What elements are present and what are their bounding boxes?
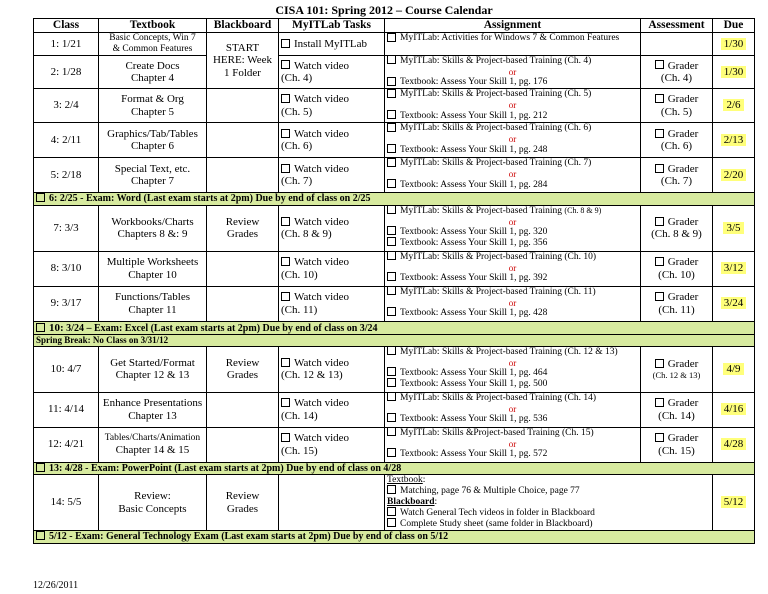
header-row <box>34 19 755 33</box>
checkbox-icon[interactable] <box>281 129 290 138</box>
checkbox-icon[interactable] <box>387 123 396 132</box>
assessment-cell: Grader (Ch. 15) <box>641 427 713 462</box>
assessment-cell: Grader (Ch. 12 & 13) <box>641 346 713 392</box>
assignment-cell: MyITLab: Skills & Project-based Training (Ch. 8 & 9) or Textbook: Assess Your Skill 1, pg. 320 Textbook: Assess Your Skill 1, pg. 356 <box>385 205 641 251</box>
textbook-cell: Graphics/Tab/Tables Chapter 6 <box>99 123 207 158</box>
blackboard-cell <box>207 251 279 286</box>
checkbox-icon[interactable] <box>281 164 290 173</box>
assessment-cell: Grader (Ch. 7) <box>641 158 713 193</box>
checkbox-icon[interactable] <box>655 217 664 226</box>
assessment-cell <box>641 33 713 56</box>
class-cell: 10: 4/7 <box>34 346 99 392</box>
checkbox-icon[interactable] <box>36 463 45 472</box>
myitlab-cell: Watch video (Ch. 12 & 13) <box>279 346 385 392</box>
blackboard-cell <box>207 427 279 462</box>
table-row <box>34 251 755 286</box>
exam-band: 10: 3/24 – Exam: Excel (Last exam starts at 2pm) Due by end of class on 3/24 <box>34 321 755 335</box>
table-row <box>34 475 755 531</box>
page-title: CISA 101: Spring 2012 – Course Calendar <box>275 3 493 17</box>
checkbox-icon[interactable] <box>655 359 664 368</box>
header-assessment: Assessment <box>641 19 713 33</box>
checkbox-icon[interactable] <box>655 292 664 301</box>
textbook-cell: Review: Basic Concepts <box>99 475 207 531</box>
myitlab-cell: Watch video (Ch. 10) <box>279 251 385 286</box>
checkbox-icon[interactable] <box>36 323 45 332</box>
checkbox-icon[interactable] <box>387 272 396 281</box>
header-myitlab: MyITLab Tasks <box>279 19 385 33</box>
assignment-cell: MyITLab: Skills & Project-based Training (Ch. 4) or Textbook: Assess Your Skill 1, pg. 176 <box>385 56 641 89</box>
due-cell: 3/12 <box>713 251 755 286</box>
checkbox-icon[interactable] <box>281 94 290 103</box>
checkbox-icon[interactable] <box>387 448 396 457</box>
checkbox-icon[interactable] <box>281 39 290 48</box>
blackboard-cell: START HERE: Week 1 Folder <box>207 33 279 89</box>
due-cell: 5/12 <box>713 475 755 531</box>
table-row <box>34 427 755 462</box>
checkbox-icon[interactable] <box>387 251 396 260</box>
checkbox-icon[interactable] <box>387 427 396 436</box>
checkbox-icon[interactable] <box>387 158 396 167</box>
checkbox-icon[interactable] <box>387 392 396 401</box>
textbook-cell: Enhance Presentations Chapter 13 <box>99 392 207 427</box>
assignment-cell: Textbook: Matching, page 76 & Multiple Choice, page 77 Blackboard: Watch General Tech videos in folder in Blackboard Complete Study sheet (same folder in Blackboard) <box>385 475 713 531</box>
header-due: Due <box>713 19 755 33</box>
checkbox-icon[interactable] <box>387 110 396 119</box>
assessment-cell: Grader (Ch. 10) <box>641 251 713 286</box>
exam-band: 6: 2/25 - Exam: Word (Last exam starts at 2pm) Due by end of class on 2/25 <box>34 193 755 206</box>
class-cell: 11: 4/14 <box>34 392 99 427</box>
checkbox-icon[interactable] <box>655 433 664 442</box>
myitlab-cell: Watch video (Ch. 6) <box>279 123 385 158</box>
class-cell: 5: 2/18 <box>34 158 99 193</box>
checkbox-icon[interactable] <box>387 89 396 98</box>
textbook-cell: Basic Concepts, Win 7 & Common Features <box>99 33 207 56</box>
header-textbook: Textbook <box>99 19 207 33</box>
textbook-cell: Workbooks/Charts Chapters 8 &: 9 <box>99 205 207 251</box>
textbook-cell: Format & Org Chapter 5 <box>99 89 207 123</box>
checkbox-icon[interactable] <box>387 33 396 42</box>
due-cell: 4/9 <box>713 346 755 392</box>
class-cell: 14: 5/5 <box>34 475 99 531</box>
checkbox-icon[interactable] <box>387 413 396 422</box>
checkbox-icon[interactable] <box>387 507 396 516</box>
textbook-cell: Tables/Charts/Animation Chapter 14 & 15 <box>99 427 207 462</box>
assignment-cell: MyITLab: Skills & Project-based Training (Ch. 11) or Textbook: Assess Your Skill 1, pg. 428 <box>385 286 641 321</box>
checkbox-icon[interactable] <box>387 518 396 527</box>
checkbox-icon[interactable] <box>387 205 396 214</box>
assessment-cell: Grader (Ch. 11) <box>641 286 713 321</box>
table-row <box>34 89 755 123</box>
checkbox-icon[interactable] <box>387 56 396 65</box>
assignment-cell: MyITLab: Skills & Project-based Training (Ch. 10) or Textbook: Assess Your Skill 1, pg. 392 <box>385 251 641 286</box>
blackboard-cell: Review Grades <box>207 346 279 392</box>
myitlab-cell: Watch video (Ch. 7) <box>279 158 385 193</box>
checkbox-icon[interactable] <box>281 358 290 367</box>
assignment-cell: MyITLab: Skills & Project-based Training (Ch. 14) or Textbook: Assess Your Skill 1, pg. 536 <box>385 392 641 427</box>
checkbox-icon[interactable] <box>387 307 396 316</box>
assignment-cell: MyITLab: Skills & Project-based Training (Ch. 12 & 13) or Textbook: Assess Your Skill 1, pg. 464 Textbook: Assess Your Skill 1, pg. 500 <box>385 346 641 392</box>
myitlab-cell: Watch video (Ch. 8 & 9) <box>279 205 385 251</box>
checkbox-icon[interactable] <box>387 346 396 355</box>
assessment-cell: Grader (Ch. 6) <box>641 123 713 158</box>
blackboard-cell: Review Grades <box>207 475 279 531</box>
checkbox-icon[interactable] <box>655 60 664 69</box>
checkbox-icon[interactable] <box>655 129 664 138</box>
course-calendar-table <box>33 18 755 544</box>
blackboard-cell <box>207 89 279 123</box>
checkbox-icon[interactable] <box>281 60 290 69</box>
class-cell: 9: 3/17 <box>34 286 99 321</box>
due-cell: 1/30 <box>713 56 755 89</box>
assessment-cell: Grader (Ch. 14) <box>641 392 713 427</box>
table-row <box>34 205 755 251</box>
header-assignment: Assignment <box>385 19 641 33</box>
due-cell: 2/13 <box>713 123 755 158</box>
assignment-cell: MyITLab: Skills & Project-based Training (Ch. 5) or Textbook: Assess Your Skill 1, pg. 212 <box>385 89 641 123</box>
assignment-cell: MyITLab: Skills & Project-based Training (Ch. 6) or Textbook: Assess Your Skill 1, pg. 248 <box>385 123 641 158</box>
textbook-cell: Get Started/Format Chapter 12 & 13 <box>99 346 207 392</box>
checkbox-icon[interactable] <box>387 286 396 295</box>
checkbox-icon[interactable] <box>387 77 396 86</box>
assessment-cell: Grader (Ch. 5) <box>641 89 713 123</box>
checkbox-icon[interactable] <box>655 164 664 173</box>
table-row <box>34 346 755 392</box>
checkbox-icon[interactable] <box>281 217 290 226</box>
class-cell: 3: 2/4 <box>34 89 99 123</box>
due-cell: 2/20 <box>713 158 755 193</box>
assessment-cell: Grader (Ch. 8 & 9) <box>641 205 713 251</box>
class-cell: 2: 1/28 <box>34 56 99 89</box>
footer-date: 12/26/2011 <box>33 580 79 591</box>
due-cell: 4/28 <box>713 427 755 462</box>
checkbox-icon[interactable] <box>36 193 45 202</box>
checkbox-icon[interactable] <box>281 433 290 442</box>
myitlab-cell: Watch video (Ch. 5) <box>279 89 385 123</box>
table-row <box>34 56 755 89</box>
due-cell: 3/5 <box>713 205 755 251</box>
myitlab-cell: Install MyITLab <box>279 33 385 56</box>
checkbox-icon[interactable] <box>387 226 396 235</box>
table-row <box>34 33 755 56</box>
myitlab-cell: Watch video (Ch. 14) <box>279 392 385 427</box>
checkbox-icon[interactable] <box>655 94 664 103</box>
checkbox-icon[interactable] <box>281 398 290 407</box>
assessment-cell: Grader (Ch. 4) <box>641 56 713 89</box>
myitlab-cell <box>279 475 385 531</box>
blackboard-cell <box>207 158 279 193</box>
class-cell: 7: 3/3 <box>34 205 99 251</box>
myitlab-cell: Watch video (Ch. 11) <box>279 286 385 321</box>
assignment-cell: MyITLab: Skills &Project-based Training (Ch. 15) or Textbook: Assess Your Skill 1, pg. 572 <box>385 427 641 462</box>
checkbox-icon[interactable] <box>281 257 290 266</box>
due-cell: 4/16 <box>713 392 755 427</box>
table-row <box>34 392 755 427</box>
header-blackboard: Blackboard <box>207 19 279 33</box>
textbook-cell: Functions/Tables Chapter 11 <box>99 286 207 321</box>
assignment-cell: MyITLab: Skills & Project-based Training (Ch. 7) or Textbook: Assess Your Skill 1, pg. 284 <box>385 158 641 193</box>
checkbox-icon[interactable] <box>387 485 396 494</box>
blackboard-cell <box>207 123 279 158</box>
spring-break-band: Spring Break: No Class on 3/31/12 <box>34 335 755 346</box>
class-cell: 4: 2/11 <box>34 123 99 158</box>
textbook-cell: Special Text, etc. Chapter 7 <box>99 158 207 193</box>
checkbox-icon[interactable] <box>281 292 290 301</box>
table-row <box>34 286 755 321</box>
due-cell: 2/6 <box>713 89 755 123</box>
checkbox-icon[interactable] <box>387 179 396 188</box>
myitlab-cell: Watch video (Ch. 15) <box>279 427 385 462</box>
assignment-cell: MyITLab: Activities for Windows 7 & Common Features <box>385 33 641 56</box>
checkbox-icon[interactable] <box>387 378 396 387</box>
textbook-cell: Multiple Worksheets Chapter 10 <box>99 251 207 286</box>
checkbox-icon[interactable] <box>36 531 45 540</box>
due-cell: 3/24 <box>713 286 755 321</box>
table-row <box>34 123 755 158</box>
class-cell: 12: 4/21 <box>34 427 99 462</box>
table-row <box>34 158 755 193</box>
checkbox-icon[interactable] <box>655 257 664 266</box>
blackboard-cell <box>207 392 279 427</box>
exam-band: 5/12 - Exam: General Technology Exam (Last exam starts at 2pm) Due by end of class on 5/12 <box>34 531 755 544</box>
class-cell: 8: 3/10 <box>34 251 99 286</box>
checkbox-icon[interactable] <box>387 237 396 246</box>
class-cell: 1: 1/21 <box>34 33 99 56</box>
textbook-cell: Create Docs Chapter 4 <box>99 56 207 89</box>
checkbox-icon[interactable] <box>387 367 396 376</box>
blackboard-cell: Review Grades <box>207 205 279 251</box>
checkbox-icon[interactable] <box>655 398 664 407</box>
blackboard-cell <box>207 286 279 321</box>
due-cell: 1/30 <box>713 33 755 56</box>
checkbox-icon[interactable] <box>387 144 396 153</box>
header-class: Class <box>34 19 99 33</box>
exam-band: 13: 4/28 - Exam: PowerPoint (Last exam starts at 2pm) Due by end of class on 4/28 <box>34 462 755 475</box>
myitlab-cell: Watch video (Ch. 4) <box>279 56 385 89</box>
